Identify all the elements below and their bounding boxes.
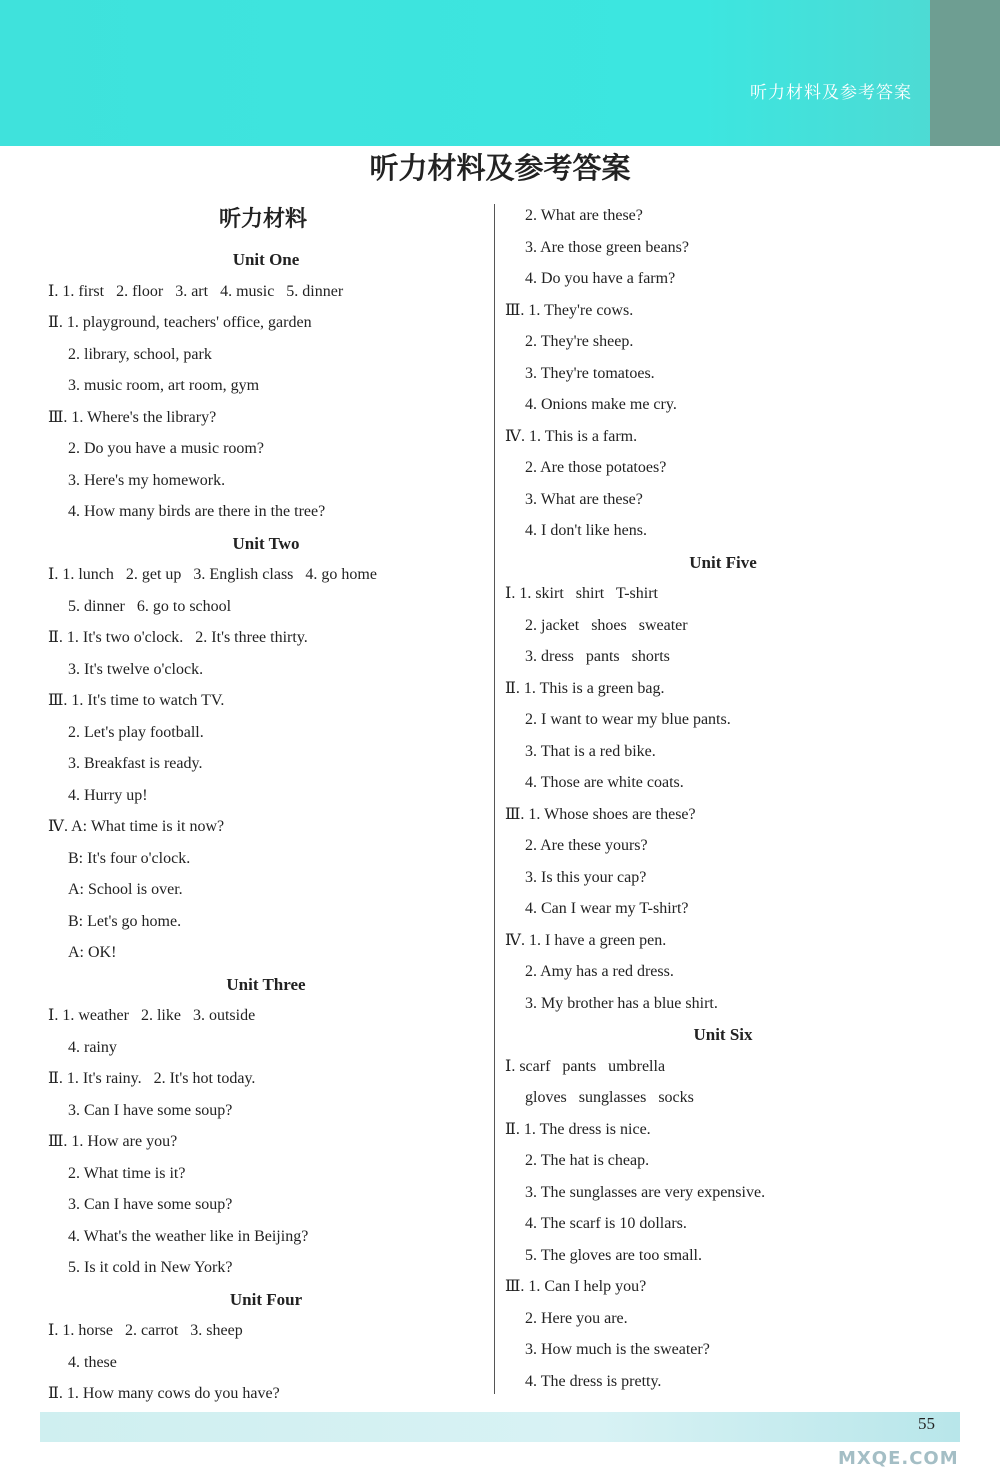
watermark-text: MXQE.COM [838, 1448, 959, 1469]
listening-item: Ⅰ. 1. lunch 2. get up 3. English class 4. go home [48, 566, 377, 583]
listening-item: Ⅲ. 1. Where's the library? [48, 408, 217, 426]
listening-item: 2. Do you have a music room? [68, 440, 264, 457]
listening-item: 3. That is a red bike. [525, 742, 656, 760]
listening-item: 3. dress pants shorts [525, 648, 670, 665]
listening-item: 4. Onions make me cry. [525, 396, 677, 413]
listening-item: 5. Is it cold in New York? [68, 1259, 233, 1276]
listening-item: Ⅲ. 1. It's time to watch TV. [48, 692, 225, 709]
listening-item: B: Let's go home. [68, 912, 182, 930]
unit-title: Unit One [232, 250, 300, 269]
listening-item: 3. Can I have some soup? [68, 1196, 233, 1213]
listening-item: 2. Here you are. [525, 1309, 628, 1327]
right-column [505, 200, 925, 1397]
listening-item: 3. Can I have some soup? [68, 1101, 233, 1119]
listening-item: 3. music room, art room, gym [68, 377, 260, 394]
section-title: 听力材料 [218, 207, 307, 232]
left-column [48, 200, 468, 1410]
listening-item: Ⅲ. 1. They're cows. [505, 301, 634, 319]
right-lines [505, 200, 925, 1397]
listening-item: 2. Are these yours? [525, 837, 648, 854]
listening-item: 2. Let's play football. [68, 723, 204, 741]
listening-item: 3. How much is the sweater? [525, 1341, 710, 1358]
listening-item: gloves sunglasses socks [525, 1089, 694, 1106]
footer-band [40, 1412, 960, 1442]
unit-title: Unit Five [689, 552, 757, 572]
listening-item: Ⅱ. 1. It's two o'clock. 2. It's three thirty. [48, 629, 308, 646]
listening-item: Ⅰ. 1. weather 2. like 3. outside [48, 1007, 256, 1024]
listening-item: 4. rainy [68, 1038, 117, 1056]
listening-item: A: OK! [68, 944, 117, 961]
unit-title: Unit Three [226, 974, 306, 994]
unit-title: Unit Four [229, 1289, 303, 1309]
listening-item: 5. The gloves are too small. [525, 1246, 702, 1264]
listening-item: 4. Do you have a farm? [525, 270, 676, 287]
listening-item: Ⅲ. 1. Whose shoes are these? [505, 805, 696, 823]
listening-item: 2. The hat is cheap. [525, 1152, 650, 1169]
listening-item: Ⅰ. 1. skirt shirt T-shirt [505, 585, 658, 602]
listening-item: 4. The dress is pretty. [525, 1372, 662, 1390]
listening-item: Ⅳ. A: What time is it now? [48, 818, 225, 835]
listening-item: Ⅱ. 1. The dress is nice. [505, 1120, 651, 1138]
listening-item: Ⅰ. 1. horse 2. carrot 3. sheep [48, 1322, 243, 1339]
listening-item: Ⅱ. 1. It's rainy. 2. It's hot today. [48, 1070, 256, 1087]
listening-item: 2. What time is it? [68, 1164, 186, 1182]
listening-item: 2. Are those potatoes? [525, 459, 667, 476]
header-band [0, 0, 1000, 146]
listening-item: Ⅰ. 1. first 2. floor 3. art 4. music 5. dinner [48, 282, 344, 300]
listening-item: 2. library, school, park [68, 345, 212, 363]
listening-item: B: It's four o'clock. [68, 849, 191, 867]
listening-item: 4. The scarf is 10 dollars. [525, 1215, 687, 1232]
unit-title: Unit Two [232, 533, 300, 553]
listening-item: Ⅲ. 1. How are you? [48, 1133, 178, 1150]
listening-item: 4. I don't like hens. [525, 522, 647, 539]
listening-item: 4. What's the weather like in Beijing? [68, 1227, 309, 1245]
column-divider [494, 204, 495, 1394]
listening-item: 3. My brother has a blue shirt. [525, 994, 718, 1012]
header-corner-block [930, 0, 1000, 146]
listening-item: 4. Those are white coats. [525, 774, 684, 791]
listening-item: 3. Here's my homework. [68, 471, 226, 489]
listening-item: Ⅱ. 1. How many cows do you have? [48, 1385, 280, 1402]
listening-item: 2. jacket shoes sweater [525, 616, 688, 634]
listening-item: 5. dinner 6. go to school [68, 597, 232, 615]
listening-item: 4. How many birds are there in the tree? [68, 503, 326, 520]
left-lines [48, 244, 468, 1410]
listening-item: 3. Is this your cap? [525, 868, 647, 886]
page-number: 55 [918, 1414, 935, 1433]
listening-item: 3. Breakfast is ready. [68, 755, 203, 772]
listening-item: 2. Amy has a red dress. [525, 963, 674, 980]
unit-title: Unit Six [693, 1025, 753, 1044]
listening-item: Ⅱ. 1. This is a green bag. [505, 679, 665, 697]
listening-item: Ⅳ. 1. This is a farm. [505, 427, 638, 445]
header-label: 听力材料及参考答案 [750, 83, 912, 103]
listening-item: 3. Are those green beans? [525, 238, 689, 256]
listening-item: Ⅳ. 1. I have a green pen. [505, 931, 667, 949]
listening-item: 3. It's twelve o'clock. [68, 660, 204, 678]
listening-item: 4. Can I wear my T-shirt? [525, 900, 689, 917]
page-title: 听力材料及参考答案 [369, 151, 631, 185]
listening-item: 3. They're tomatoes. [525, 364, 655, 382]
listening-item: 2. They're sheep. [525, 333, 634, 350]
listening-item: 4. these [68, 1353, 117, 1371]
listening-item: 4. Hurry up! [68, 786, 148, 804]
listening-item: 3. The sunglasses are very expensive. [525, 1183, 766, 1201]
listening-item: Ⅰ. scarf pants umbrella [505, 1057, 666, 1075]
listening-item: 3. What are these? [525, 490, 643, 508]
listening-item: Ⅱ. 1. playground, teachers' office, garden [48, 314, 312, 331]
listening-item: Ⅲ. 1. Can I help you? [505, 1278, 647, 1295]
listening-item: 2. What are these? [525, 207, 643, 224]
listening-item: 2. I want to wear my blue pants. [525, 711, 731, 728]
listening-item: A: School is over. [68, 881, 183, 898]
